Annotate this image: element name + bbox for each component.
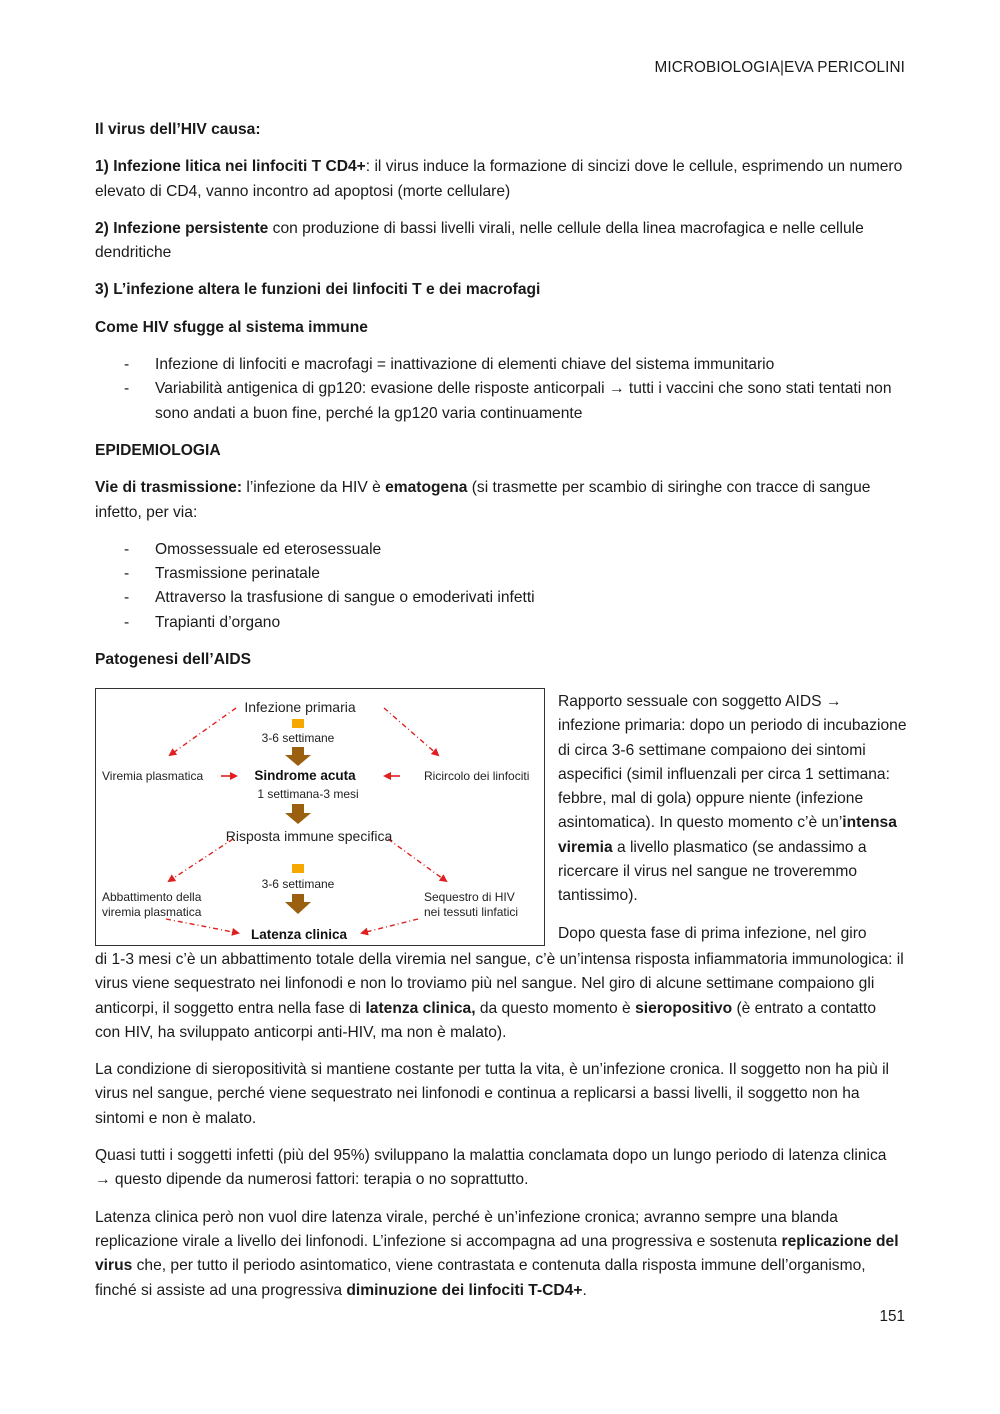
dashed-arrow bbox=[169, 839, 233, 881]
label-duration-2: 1 settimana-3 mesi bbox=[257, 787, 359, 801]
continuation-section bbox=[95, 948, 905, 1316]
node-ricircolo-linfociti: Ricircolo dei linfociti bbox=[424, 769, 530, 783]
paragraph-sieropositivita: La condizione di sieropositività si mantiene costante per tutta la vita, è un’infezione cronica. Il soggetto non ha più il virus nel sangue, perché viene sequestrato nei linfonodi e continua a replicarsi a bassi livelli, il soggetto non ha sintomi e non è malato. bbox=[95, 1061, 890, 1127]
node-sequestro-1: Sequestro di HIV bbox=[424, 890, 515, 904]
transmission-list bbox=[95, 538, 905, 635]
cause-3: 3) L’infezione altera le funzioni dei linfociti T e dei macrofagi bbox=[95, 281, 541, 299]
top-section bbox=[95, 118, 905, 685]
pathogenesis-diagram bbox=[95, 688, 545, 946]
node-abbattimento-2: viremia plasmatica bbox=[102, 905, 202, 919]
paragraph-latenza: Latenza clinica però non vuol dire latenza virale, perché è un’infezione cronica; avranno sempre una blanda replicazione virale a livello dei linfonodi. L’infezione si accompagna ad una progressiva e sostenuta replicazione del virus che, per tutto il periodo asintomatico, viene contrastata e contenuta dalla risposta immune dell’organismo, finché si assiste ad una progressiva diminuzione dei linfociti T-CD4+. bbox=[95, 1208, 899, 1299]
cause-1: 1) Infezione litica nei linfociti T CD4+: il virus induce la formazione di sincizi dove le cellule, esprimendo un numero elevato di CD4, vanno incontro ad apoptosi (morte cellulare) bbox=[95, 158, 903, 200]
escape-heading: Come HIV sfugge al sistema immune bbox=[95, 318, 368, 336]
label-duration-3: 3-6 settimane bbox=[261, 877, 335, 891]
pathogenesis-heading: Patogenesi dell’AIDS bbox=[95, 651, 251, 669]
transmission-paragraph: Vie di trasmissione: l’infezione da HIV è ematogena (si trasmette per scambio di siringhe con tracce di sangue infetto, per via: bbox=[95, 479, 871, 521]
list-item: - Attraverso la trasfusione di sangue o emoderivati infetti bbox=[95, 586, 905, 610]
dashed-arrow bbox=[384, 708, 438, 755]
continuation-paragraph: di 1-3 mesi c’è un abbattimento totale della viremia nel sangue, c’è un’intensa risposta infiammatoria immunologica: il virus viene sequestrato nei linfonodi e non lo troviamo più nel sangue. Nel giro di alcune settimane compaiono gli anticorpi, il soggetto entra nella fase di latenza clinica, da questo momento è sieropositivo (è entrato a contatto con HIV, ha sviluppato anticorpi anti-HIV, ma non è malato). bbox=[95, 951, 904, 1041]
node-sequestro-2: nei tessuti linfatici bbox=[424, 905, 519, 919]
page-header-title: MICROBIOLOGIA|EVA PERICOLINI bbox=[654, 59, 905, 76]
side-text bbox=[558, 690, 908, 946]
duration-marker bbox=[292, 719, 304, 728]
label-duration-1: 3-6 settimane bbox=[261, 731, 335, 745]
list-item: - Variabilità antigenica di gp120: evasione delle risposte anticorpali → tutti i vaccini che sono stati tentati non sono andati a buon fine, perché la gp120 varia continuamente bbox=[95, 377, 905, 426]
dashed-arrow bbox=[170, 708, 236, 755]
escape-list bbox=[95, 353, 905, 426]
dashed-arrow bbox=[388, 839, 446, 881]
intro-heading: Il virus dell’HIV causa: bbox=[95, 121, 261, 138]
node-viremia-plasmatica: Viremia plasmatica bbox=[102, 769, 204, 783]
down-arrow bbox=[285, 894, 311, 914]
cause-2: 2) Infezione persistente con produzione di bassi livelli virali, nelle cellule della linea macrofagica e nelle cellule dendritiche bbox=[95, 219, 864, 262]
down-arrow bbox=[285, 747, 311, 766]
list-item: - Omossessuale ed eterosessuale bbox=[95, 538, 905, 562]
side-paragraph-2: Dopo questa fase di prima infezione, nel giro bbox=[558, 924, 867, 942]
page-number: 151 bbox=[879, 1308, 905, 1325]
dashed-arrow bbox=[362, 919, 418, 933]
node-risposta-immune: Risposta immune specifica bbox=[225, 828, 393, 844]
list-item: - Infezione di linfociti e macrofagi = inattivazione di elementi chiave del sistema immunitario bbox=[95, 353, 905, 377]
node-latenza-clinica: Latenza clinica bbox=[250, 927, 348, 942]
node-abbattimento-1: Abbattimento della bbox=[102, 890, 202, 904]
epidemiology-heading: EPIDEMIOLOGIA bbox=[95, 441, 221, 459]
duration-marker bbox=[292, 864, 304, 873]
paragraph-soggetti-infetti: Quasi tutti i soggetti infetti (più del 95%) sviluppano la malattia conclamata dopo un lungo periodo di latenza clinica → questo dipende da numerosi fattori: terapia o no soprattutto. bbox=[95, 1147, 887, 1189]
node-sindrome-acuta: Sindrome acuta bbox=[254, 768, 356, 783]
list-item: - Trasmissione perinatale bbox=[95, 562, 905, 586]
node-infezione-primaria: Infezione primaria bbox=[244, 699, 356, 715]
list-item: - Trapianti d’organo bbox=[95, 611, 905, 635]
dashed-arrow bbox=[166, 919, 238, 933]
side-paragraph-1: Rapporto sessuale con soggetto AIDS → infezione primaria: dopo un periodo di incubazione di circa 3-6 settimane compaiono dei sintomi aspecifici (simil influenzali per circa 1 settimana: febbre, mal di gola) oppure niente (infezione asintomatica). In questo momento c’è un’intensa viremia a livello plasmatico (se andassimo a ricercare il virus nel sangue ne troveremmo tantissimo). bbox=[558, 693, 907, 905]
down-arrow bbox=[285, 804, 311, 824]
